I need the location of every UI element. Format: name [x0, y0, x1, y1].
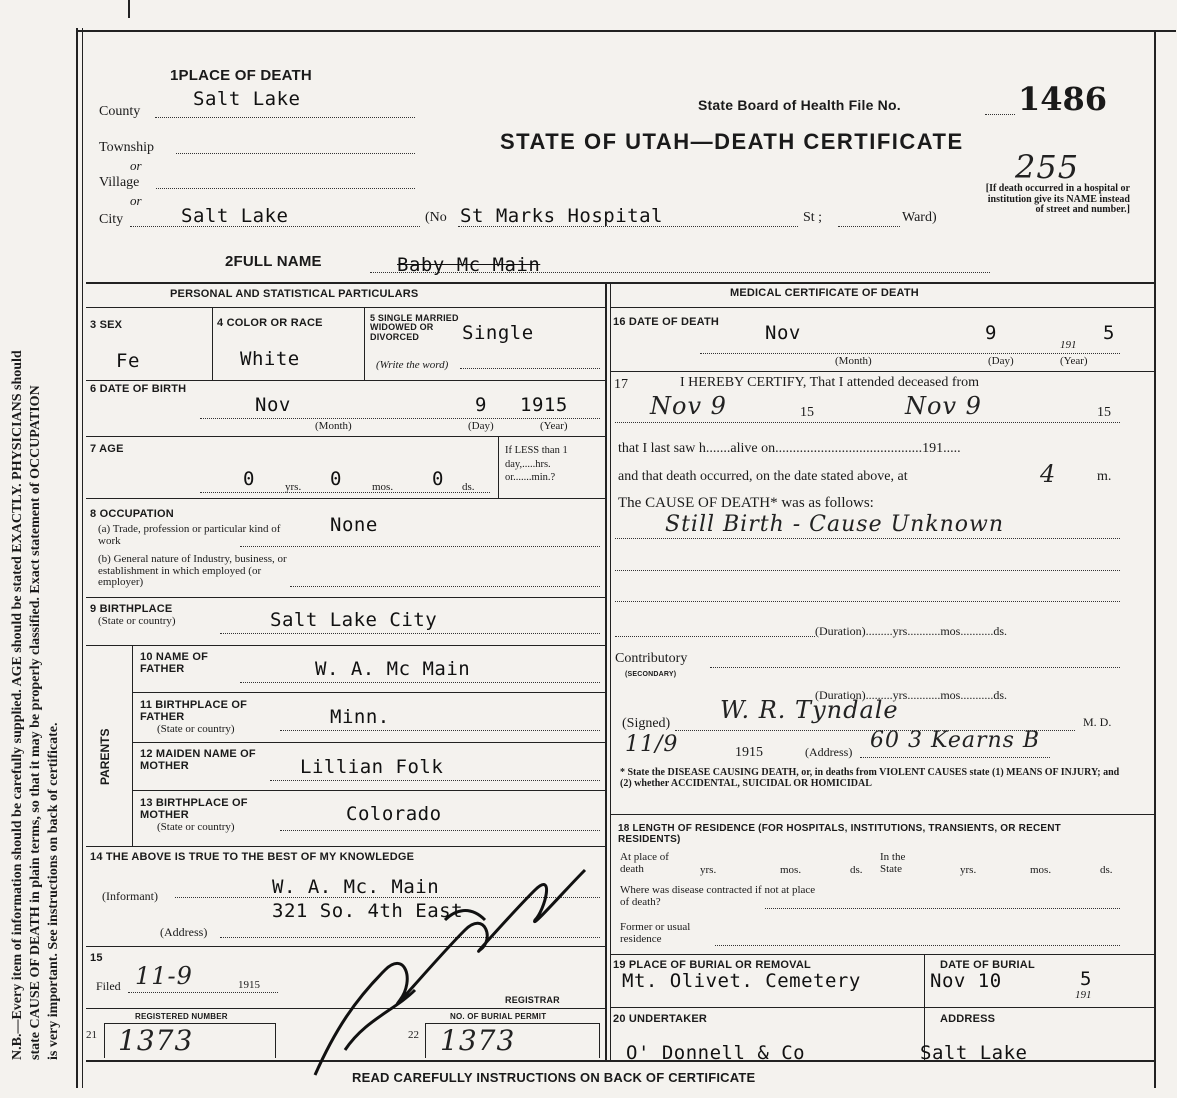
medical-heading: MEDICAL CERTIFICATE OF DEATH [730, 287, 919, 299]
age-months: 0 [330, 468, 342, 490]
file-number: 1486 [1018, 80, 1108, 118]
filed-date: 11-9 [135, 962, 193, 990]
duration-line: (Duration).........yrs...........mos...........ds. [815, 624, 1007, 638]
color-value: White [240, 348, 300, 370]
village-label: Village [99, 175, 140, 190]
age-label: 7 AGE [90, 443, 124, 455]
cause-footnote: * State the DISEASE CAUSING DEATH, or, in deaths from VIOLENT CAUSES state (1) MEANS OF INJURY; and (2) whether ACCIDENTAL, SUICIDAL OR HOMICIDAL [620, 767, 1120, 789]
contributory-label: Contributory [615, 651, 688, 666]
physician-signature: W. R. Tyndale [720, 696, 899, 724]
parents-label: PARENTS [98, 728, 112, 785]
dod-label: 16 DATE OF DEATH [613, 316, 720, 328]
father-birthplace-label: 11 BIRTHPLACE OF FATHER [140, 699, 248, 723]
margin-note-2: state CAUSE OF DEATH in plain terms, so that it may be properly classified. Exact statement of OCCUPATION [28, 385, 43, 1060]
physician-address: 60 3 Kearns B [870, 728, 1041, 753]
dod-day: 9 [985, 322, 997, 344]
hospital-value: St Marks Hospital [460, 205, 663, 227]
dob-year: 1915 [520, 394, 568, 416]
less-than-day: If LESS than 1 day,.....hrs. or.......min.? [505, 445, 568, 484]
age-years: 0 [243, 468, 255, 490]
burial-place-label: 19 PLACE OF BURIAL OR REMOVAL [613, 959, 811, 971]
registrar-signature [295, 850, 615, 1090]
certify-statement: I HEREBY CERTIFY, That I attended deceased from [680, 375, 980, 390]
place-of-death-label: 1PLACE OF DEATH [170, 67, 312, 84]
attended-to: Nov 9 [905, 392, 982, 420]
city-label: City [99, 212, 124, 227]
county-label: County [99, 104, 141, 119]
sex-label: 3 SEX [90, 319, 123, 331]
dob-label: 6 DATE OF BIRTH [90, 383, 187, 395]
full-name-value: Baby Mc Main [397, 254, 541, 276]
color-label: 4 COLOR OR RACE [217, 317, 323, 329]
marital-value: Single [462, 322, 534, 344]
sex-value: Fe [116, 350, 140, 372]
last-saw-line: that I last saw h.......alive on..........................................191..... [618, 441, 961, 456]
undertaker-address-value: Salt Lake [920, 1042, 1028, 1064]
occupation-label: 8 OCCUPATION [90, 508, 174, 520]
dod-year: 5 [1103, 322, 1115, 344]
hospital-note: [If death occurred in a hospital or institution give its NAME instead of street and number.] [985, 183, 1130, 215]
mother-birthplace-label: 13 BIRTHPLACE OF MOTHER [140, 797, 248, 821]
city-value: Salt Lake [181, 205, 289, 227]
father-label: 10 NAME OF FATHER [140, 651, 209, 675]
township-label: Township [99, 140, 155, 155]
personal-heading: PERSONAL AND STATISTICAL PARTICULARS [170, 288, 419, 300]
undertaker-address-label: ADDRESS [940, 1013, 996, 1025]
margin-note-3: is very important. See instructions on back of certificate. [46, 722, 61, 1060]
full-name-label: 2FULL NAME [225, 253, 322, 270]
mother-value: Lillian Folk [300, 756, 444, 778]
dod-month: Nov [765, 322, 801, 344]
mother-label: 12 MAIDEN NAME OF MOTHER [140, 748, 256, 772]
father-value: W. A. Mc Main [315, 658, 471, 680]
margin-note-1: N.B.—Every item of information should be carefully supplied. AGE should be stated EXACTLY. PHYSICIANS should [10, 350, 25, 1060]
burial-year: 5 [1080, 968, 1092, 990]
undertaker-label: 20 UNDERTAKER [613, 1013, 708, 1025]
cause-of-death-label: The CAUSE OF DEATH* was as follows: [618, 495, 874, 511]
birthplace-label: 9 BIRTHPLACE [90, 603, 173, 615]
local-number: 255 [1015, 148, 1080, 186]
occupation-value: None [330, 514, 378, 536]
informant-value: W. A. Mc. Main [272, 876, 440, 898]
residence-label: 18 LENGTH OF RESIDENCE (FOR HOSPITALS, INSTITUTIONS, TRANSIENTS, OR RECENT RESIDENTS) [618, 823, 1061, 845]
dob-day: 9 [475, 394, 487, 416]
time-of-death: 4 [1040, 460, 1057, 488]
dob-month: Nov [255, 394, 291, 416]
age-days: 0 [432, 468, 444, 490]
mother-birthplace-value: Colorado [346, 803, 442, 825]
county-value: Salt Lake [193, 88, 301, 110]
certificate-title: STATE OF UTAH—DEATH CERTIFICATE [500, 129, 964, 154]
burial-date-value: Nov 10 [930, 970, 1002, 992]
undertaker-value: O' Donnell & Co [626, 1042, 806, 1064]
attended-from: Nov 9 [650, 392, 727, 420]
footer-instructions: READ CAREFULLY INSTRUCTIONS ON BACK OF CERTIFICATE [352, 1070, 756, 1085]
death-occurred-line: and that death occurred, on the date stated above, at [618, 469, 908, 484]
burial-place-value: Mt. Olivet. Cemetery [622, 970, 861, 992]
registered-number: 1373 [118, 1024, 194, 1057]
cause-of-death-value: Still Birth - Cause Unknown [665, 512, 1005, 537]
signed-date: 11/9 [625, 732, 679, 757]
burial-permit-number: 1373 [440, 1024, 516, 1057]
birthplace-value: Salt Lake City [270, 609, 438, 631]
marital-label: 5 SINGLE MARRIED WIDOWED OR DIVORCED [370, 313, 459, 342]
father-birthplace-value: Minn. [330, 706, 390, 728]
file-label: State Board of Health File No. [698, 97, 901, 113]
true-statement: 14 THE ABOVE IS TRUE TO THE BEST OF MY KNOWLEDGE [90, 851, 415, 863]
informant-address: 321 So. 4th East [272, 900, 464, 922]
burial-date-label: DATE OF BURIAL [940, 959, 1035, 971]
